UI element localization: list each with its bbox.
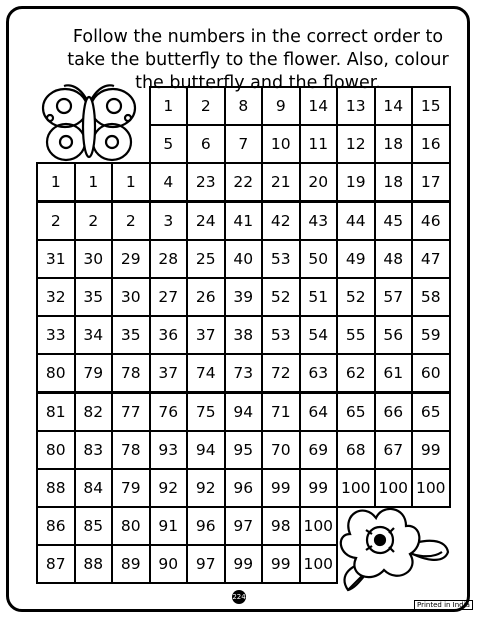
grid-cell: 5	[149, 124, 189, 164]
grid-cell: 47	[411, 239, 451, 279]
grid-cell: 96	[224, 468, 264, 508]
grid-cell: 63	[299, 353, 339, 393]
grid-cell: 81	[36, 392, 76, 432]
grid-cell: 11	[299, 124, 339, 164]
grid-cell: 13	[336, 86, 376, 126]
grid-cell: 74	[186, 353, 226, 393]
grid-cell: 43	[299, 201, 339, 241]
grid-cell: 58	[411, 277, 451, 317]
grid-cell: 26	[186, 277, 226, 317]
grid-cell: 94	[224, 392, 264, 432]
grid-cell: 67	[374, 430, 414, 470]
grid-cell: 95	[224, 430, 264, 470]
grid-cell: 3	[149, 201, 189, 241]
grid-cell: 17	[411, 162, 451, 202]
grid-cell: 1	[149, 86, 189, 126]
grid-cell: 44	[336, 201, 376, 241]
grid-cell: 100	[374, 468, 414, 508]
grid-cell: 71	[261, 392, 301, 432]
grid-cell: 33	[36, 315, 76, 355]
grid-cell: 100	[299, 506, 339, 546]
grid-cell: 41	[224, 201, 264, 241]
grid-cell: 68	[336, 430, 376, 470]
grid-cell: 12	[336, 124, 376, 164]
grid-cell: 99	[224, 544, 264, 584]
grid-cell: 1	[111, 162, 151, 202]
grid-cell: 1	[36, 162, 76, 202]
grid-cell: 88	[74, 544, 114, 584]
grid-cell: 78	[111, 353, 151, 393]
grid-cell: 2	[111, 201, 151, 241]
grid-cell: 34	[74, 315, 114, 355]
grid-cell: 100	[411, 468, 451, 508]
grid-cell: 25	[186, 239, 226, 279]
grid-cell: 51	[299, 277, 339, 317]
grid-cell: 72	[261, 353, 301, 393]
grid-cell: 79	[111, 468, 151, 508]
grid-cell: 37	[149, 353, 189, 393]
grid-cell: 46	[411, 201, 451, 241]
instruction-line-1: Follow the numbers in the correct order to	[72, 27, 444, 47]
grid-cell: 86	[36, 506, 76, 546]
grid-cell: 23	[186, 162, 226, 202]
grid-cell: 85	[74, 506, 114, 546]
grid-cell: 97	[186, 544, 226, 584]
butterfly-icon	[36, 82, 142, 168]
grid-cell: 59	[411, 315, 451, 355]
grid-cell: 38	[224, 315, 264, 355]
grid-cell: 75	[186, 392, 226, 432]
instruction-line-3: the butterfly and the flower.	[135, 73, 381, 93]
grid-cell: 57	[374, 277, 414, 317]
grid-cell: 18	[374, 162, 414, 202]
grid-cell: 84	[74, 468, 114, 508]
grid-cell: 61	[374, 353, 414, 393]
grid-cell: 73	[224, 353, 264, 393]
grid-cell: 56	[374, 315, 414, 355]
instruction-line-2: take the butterfly to the flower. Also, colour	[67, 50, 449, 70]
grid-cell: 6	[186, 124, 226, 164]
grid-cell: 99	[411, 430, 451, 470]
grid-cell: 48	[374, 239, 414, 279]
grid-cell: 98	[261, 506, 301, 546]
grid-cell: 53	[261, 315, 301, 355]
grid-cell: 35	[74, 277, 114, 317]
grid-cell: 42	[261, 201, 301, 241]
grid-cell: 30	[74, 239, 114, 279]
grid-cell: 14	[374, 86, 414, 126]
grid-cell: 32	[36, 277, 76, 317]
grid-cell: 100	[299, 544, 339, 584]
grid-cell: 52	[336, 277, 376, 317]
grid-cell: 39	[224, 277, 264, 317]
grid-cell: 76	[149, 392, 189, 432]
grid-cell: 16	[411, 124, 451, 164]
grid-cell: 79	[74, 353, 114, 393]
grid-cell: 90	[149, 544, 189, 584]
grid-cell: 62	[336, 353, 376, 393]
grid-cell: 35	[111, 315, 151, 355]
grid-cell: 96	[186, 506, 226, 546]
grid-cell: 69	[299, 430, 339, 470]
grid-cell: 10	[261, 124, 301, 164]
grid-cell: 24	[186, 201, 226, 241]
grid-cell: 87	[36, 544, 76, 584]
grid-cell: 97	[224, 506, 264, 546]
grid-cell: 1	[74, 162, 114, 202]
grid-cell: 28	[149, 239, 189, 279]
printed-in-label: Printed in India	[414, 600, 473, 610]
grid-cell: 20	[299, 162, 339, 202]
grid-cell: 53	[261, 239, 301, 279]
grid-cell: 83	[74, 430, 114, 470]
grid-cell: 55	[336, 315, 376, 355]
grid-cell: 100	[336, 468, 376, 508]
grid-cell: 80	[36, 353, 76, 393]
grid-cell: 30	[111, 277, 151, 317]
grid-cell: 2	[74, 201, 114, 241]
grid-cell: 99	[299, 468, 339, 508]
grid-cell: 21	[261, 162, 301, 202]
grid-cell: 89	[111, 544, 151, 584]
grid-cell: 80	[36, 430, 76, 470]
grid-cell: 36	[149, 315, 189, 355]
grid-cell: 99	[261, 468, 301, 508]
grid-cell: 60	[411, 353, 451, 393]
grid-cell: 7	[224, 124, 264, 164]
grid-cell: 99	[261, 544, 301, 584]
grid-cell: 65	[411, 392, 451, 432]
grid-cell: 2	[186, 86, 226, 126]
page-number: 224	[232, 590, 246, 604]
grid-cell: 88	[36, 468, 76, 508]
grid-cell: 15	[411, 86, 451, 126]
grid-cell: 50	[299, 239, 339, 279]
grid-cell: 49	[336, 239, 376, 279]
grid-cell: 92	[149, 468, 189, 508]
grid-cell: 2	[36, 201, 76, 241]
grid-cell: 31	[36, 239, 76, 279]
grid-cell: 37	[186, 315, 226, 355]
grid-cell: 18	[374, 124, 414, 164]
grid-cell: 27	[149, 277, 189, 317]
grid-cell: 29	[111, 239, 151, 279]
grid-cell: 4	[149, 162, 189, 202]
grid-cell: 92	[186, 468, 226, 508]
flower-icon	[332, 500, 450, 592]
grid-cell: 77	[111, 392, 151, 432]
grid-cell: 22	[224, 162, 264, 202]
grid-cell: 19	[336, 162, 376, 202]
grid-cell: 54	[299, 315, 339, 355]
grid-cell: 40	[224, 239, 264, 279]
grid-cell: 8	[224, 86, 264, 126]
grid-cell: 52	[261, 277, 301, 317]
grid-cell: 65	[336, 392, 376, 432]
grid-cell: 91	[149, 506, 189, 546]
grid-cell: 94	[186, 430, 226, 470]
grid-cell: 9	[261, 86, 301, 126]
grid-cell: 80	[111, 506, 151, 546]
grid-cell: 45	[374, 201, 414, 241]
grid-cell: 64	[299, 392, 339, 432]
grid-cell: 70	[261, 430, 301, 470]
grid-cell: 66	[374, 392, 414, 432]
grid-cell: 82	[74, 392, 114, 432]
grid-cell: 93	[149, 430, 189, 470]
grid-cell: 78	[111, 430, 151, 470]
grid-cell: 14	[299, 86, 339, 126]
